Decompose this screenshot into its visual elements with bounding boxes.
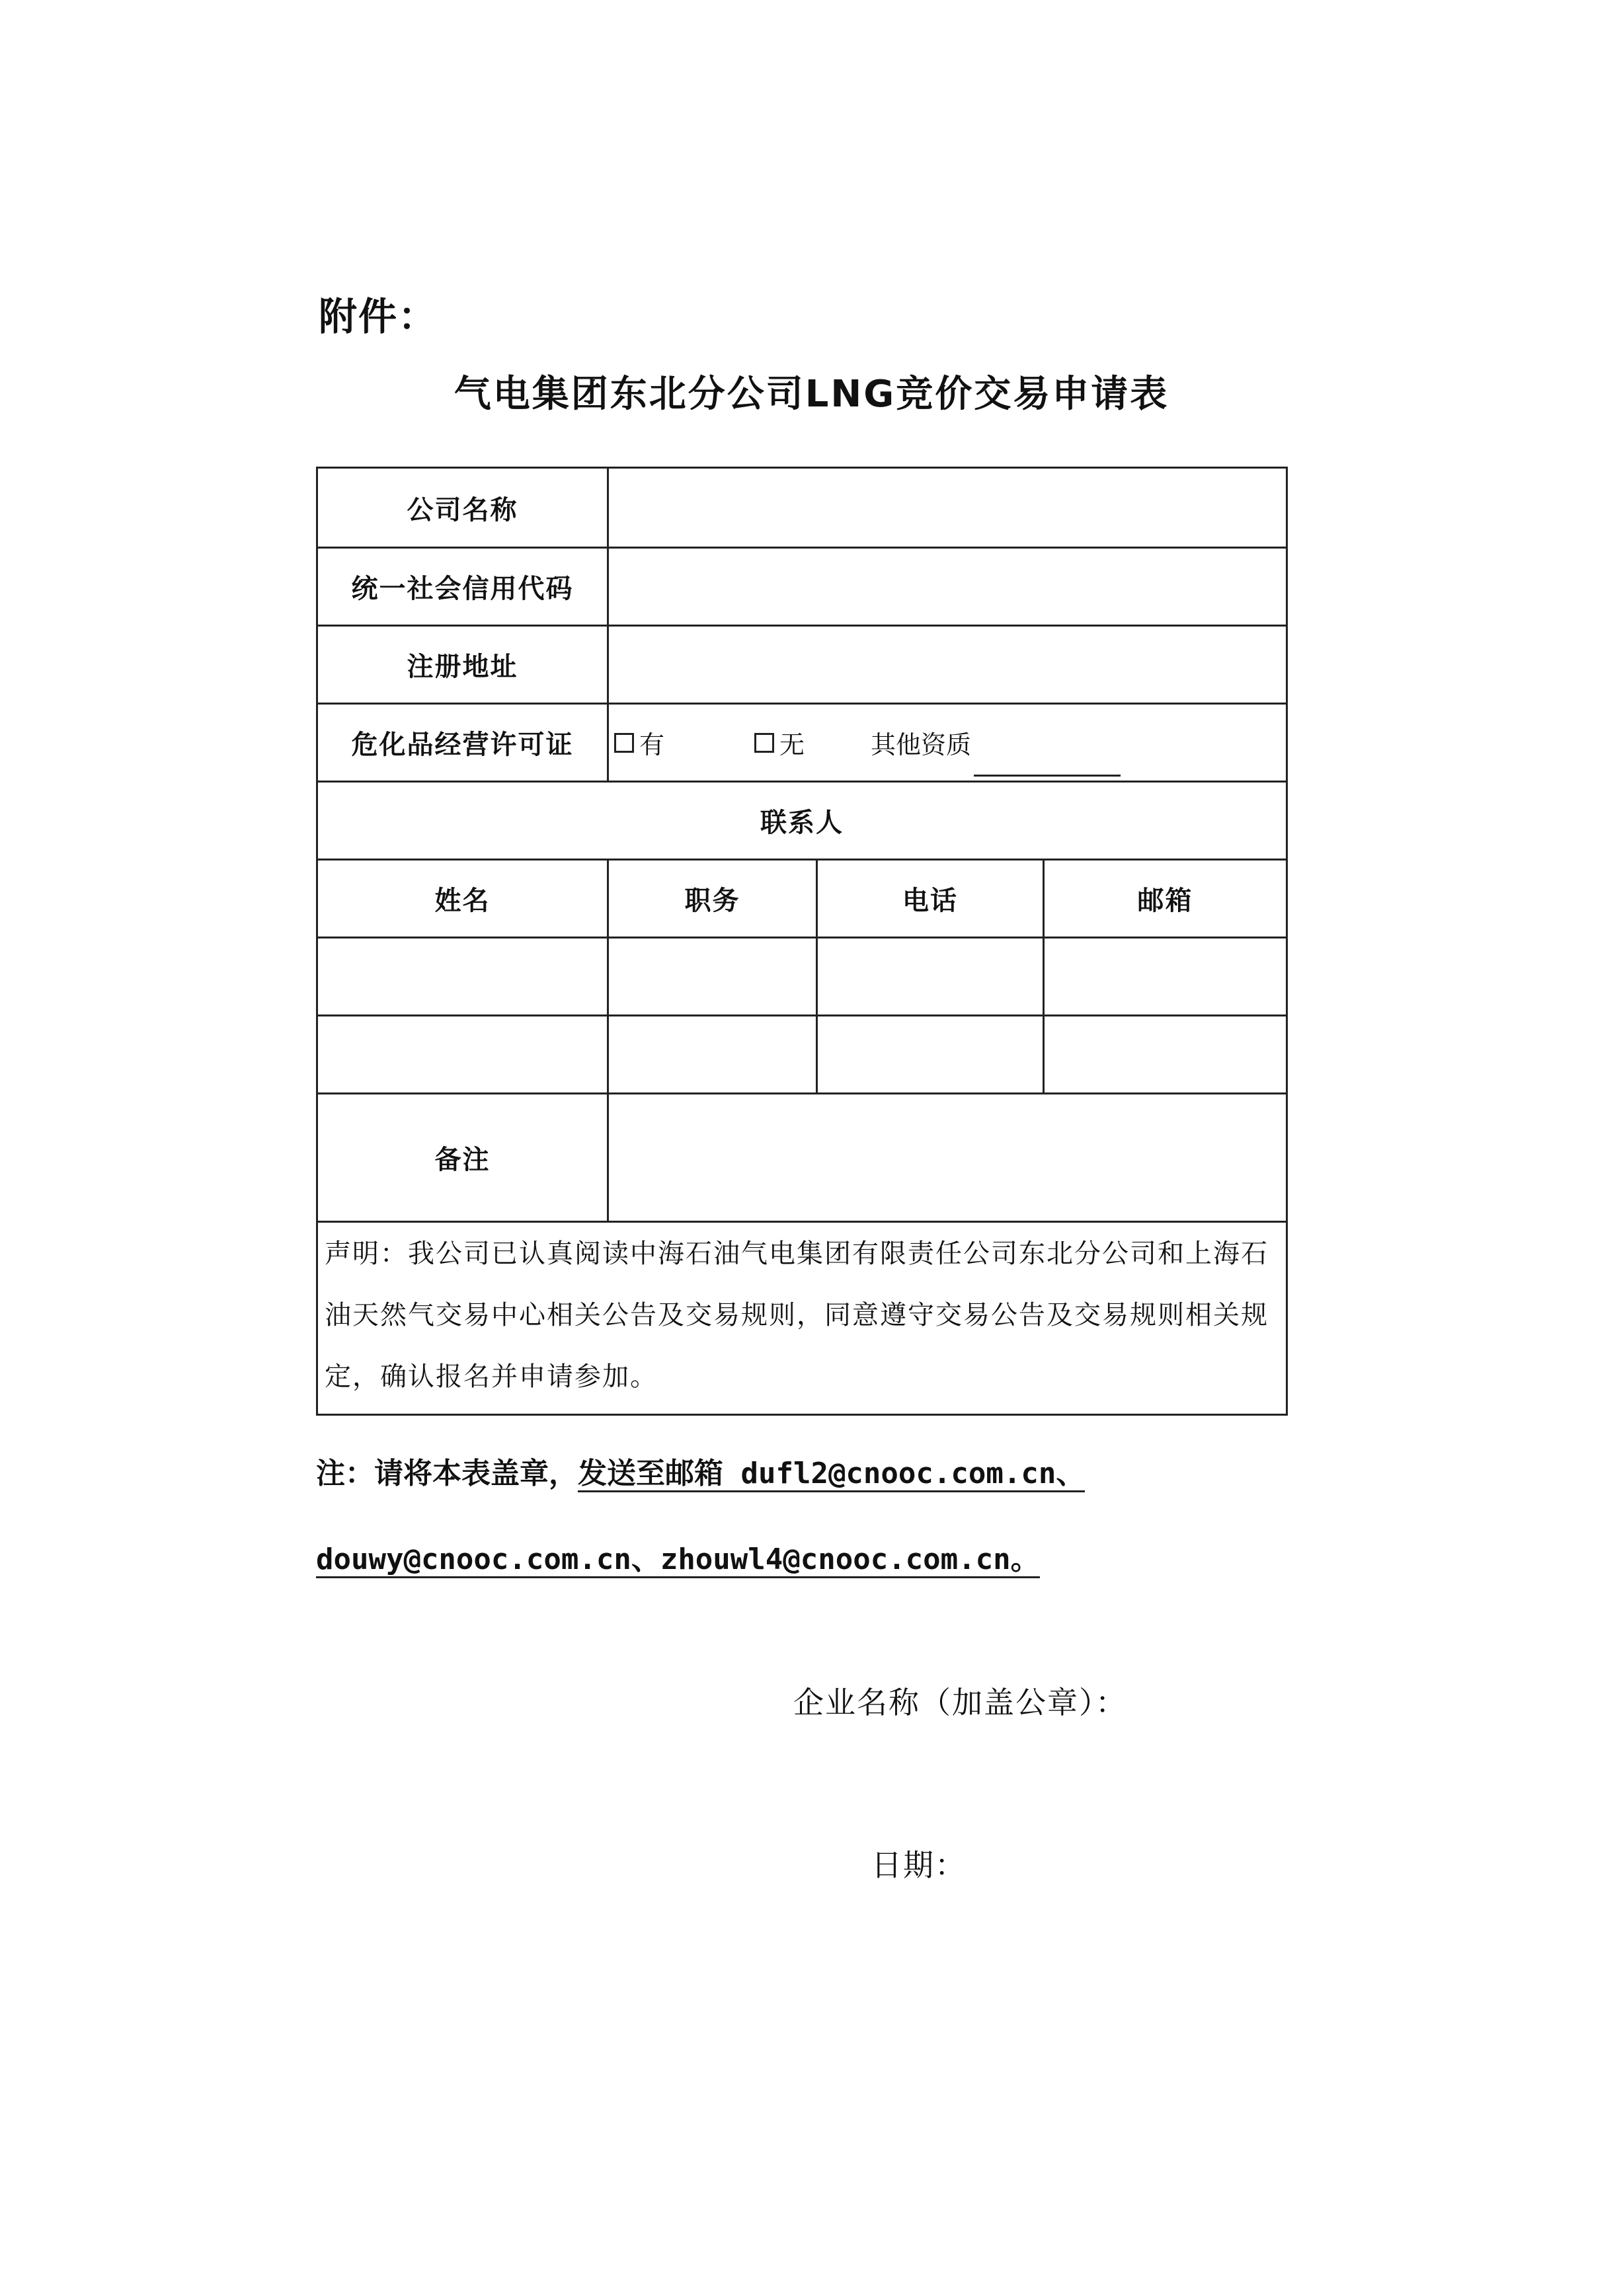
company-name-label: 公司名称 (407, 494, 518, 525)
license-option-other[interactable] (871, 705, 1121, 781)
credit-code-label: 统一社会信用代码 (351, 574, 574, 604)
checkbox-icon[interactable] (614, 733, 634, 753)
company-name-field[interactable] (609, 469, 1286, 547)
license-option-other-label: 其他资质 (871, 730, 972, 759)
contact-header-phone: 电话 (902, 886, 958, 916)
license-option-no-label: 无 (779, 730, 805, 759)
note-line-2 (316, 1517, 1085, 1603)
license-label: 危化品经营许可证 (351, 730, 574, 760)
license-option-yes-label: 有 (639, 730, 665, 759)
registered-address-label: 注册地址 (407, 652, 518, 682)
row-divider (318, 1221, 1286, 1223)
contact-row-1[interactable] (318, 938, 1286, 1014)
company-seal-label: 企业名称（加盖公章）： (793, 1685, 1127, 1720)
contact-section-title: 联系人 (760, 808, 844, 838)
note-line-1 (316, 1431, 1085, 1517)
email-list-line-2: douwy@cnooc.com.cn、zhouwl4@cnooc.com.cn。 (316, 1543, 1040, 1578)
license-option-no[interactable] (754, 705, 805, 781)
form-title: 气电集团东北分公司LNG竞价交易申请表 (454, 373, 1169, 416)
declaration-text: 声明：我公司已认真阅读中海石油气电集团有限责任公司东北分公司和上海石油天然气交易中心相关公告及交易规则，同意遵守交易公告及交易规则相关规定，确认报名并申请参加。 (325, 1239, 1269, 1392)
registered-address-field[interactable] (609, 627, 1286, 703)
submission-note (316, 1431, 1085, 1603)
contact-header-name: 姓名 (434, 886, 491, 916)
date-label: 日期： (871, 1847, 967, 1883)
contact-header-position: 职务 (684, 886, 740, 916)
remark-label: 备注 (434, 1145, 491, 1175)
application-form (316, 467, 1288, 1416)
credit-code-field[interactable] (609, 549, 1286, 625)
contact-header-email: 邮箱 (1137, 886, 1193, 916)
contact-row-2[interactable] (318, 1016, 1286, 1092)
checkbox-icon[interactable] (754, 733, 774, 753)
attachment-label: 附件： (319, 294, 438, 339)
remark-field[interactable] (609, 1094, 1286, 1221)
license-option-yes[interactable] (614, 705, 664, 781)
email-list-line-1: 发送至邮箱 dufl2@cnooc.com.cn、 (578, 1457, 1085, 1492)
note-prefix: 注：请将本表盖章， (316, 1457, 578, 1490)
other-qualification-blank[interactable] (974, 775, 1121, 777)
